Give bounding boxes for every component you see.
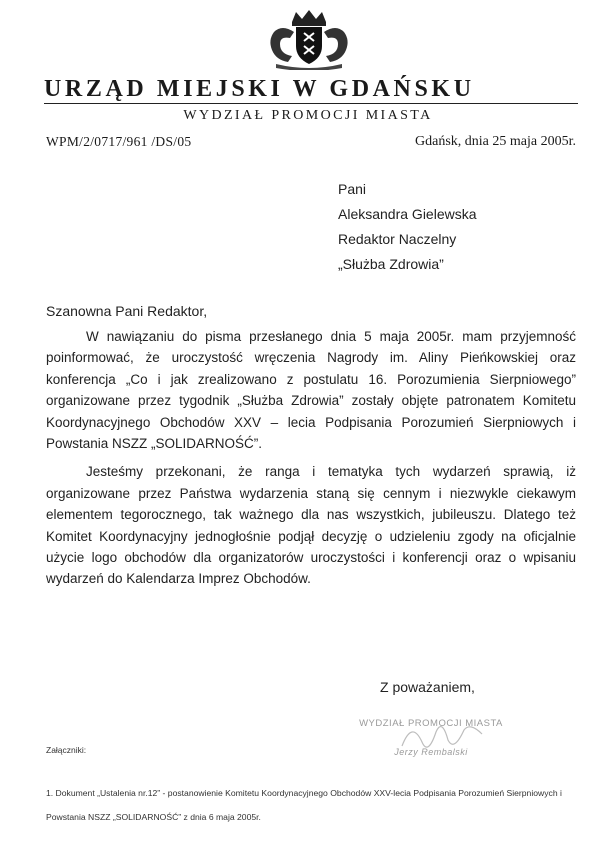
stamp-text: WYDZIAŁ PROMOCJI MIASTA <box>359 718 503 729</box>
header-rule <box>44 103 578 104</box>
official-stamp <box>356 718 506 757</box>
letter-body <box>46 326 576 597</box>
recipient-salutation: Pani <box>338 181 367 197</box>
paragraph: Jesteśmy przekonani, że ranga i tematyka tych wydarzeń sprawią, iż organizowane przez Państwa wydarzenia staną się cennym i niezwykle ciekawym elementem tegorocznego, tak ważnego dla nas wszystkich, jubileuszu. Dlatego też Komitet Koordynacyjny jednogłośnie podjął decyzję o udzieleniu zgody na oficjalnie użycie logo obchodów dla organizatorów uroczystości i konferencji oraz o wpisaniu wydarzeń do Kalendarza Imprez Obchodów. <box>46 464 576 587</box>
attachment-item: 1. Dokument „Ustalenia nr.12” - postanowienie Komitetu Koordynacyjnego Obchodów XXV-lecia Podpisania Porozumień Sierpniowych i Powstania NSZZ „SOLIDARNOŚĆ” z dnia 6 maja 2005r. <box>46 788 562 822</box>
recipient-title: Redaktor Naczelny <box>338 231 457 247</box>
organization-title: URZĄD MIEJSKI W GDAŃSKU <box>44 76 475 102</box>
letter-closing: Z poważaniem, <box>380 679 475 695</box>
recipient-publication: „Służba Zdrowia” <box>338 256 444 272</box>
recipient-address <box>338 177 477 277</box>
recipient-name: Aleksandra Gielewska <box>338 206 477 222</box>
attachments-title: Załączniki: <box>46 745 87 755</box>
reference-number: WPM/2/0717/961 /DS/05 <box>46 134 192 149</box>
place-date: Gdańsk, dnia 25 maja 2005r. <box>415 134 576 149</box>
paragraph: W nawiązaniu do pisma przesłanego dnia 5 maja 2005r. mam przyjemność poinformować, że uroczystość wręczenia Nagrody im. Aliny Pieńkowskiej oraz konferencja „Co i jak zrealizowano z postulatu 16. Porozumienia Sierpniowego” organizowane przez tygodnik „Służba Zdrowia” zostały objęte patronatem Komitetu Koordynacyjnego Obchodów XXV – lecia Podpisania Porozumień Sierpniowych i Powstania NSZZ „SOLIDARNOŚĆ”. <box>46 329 576 452</box>
stamp-signer: Jerzy Rembalski <box>394 747 468 757</box>
department-name: WYDZIAŁ PROMOCJI MIASTA <box>183 108 433 123</box>
gdansk-coat-of-arms-icon <box>258 8 360 70</box>
letter-greeting: Szanowna Pani Redaktor, <box>46 303 208 319</box>
attachments-list <box>46 781 586 829</box>
